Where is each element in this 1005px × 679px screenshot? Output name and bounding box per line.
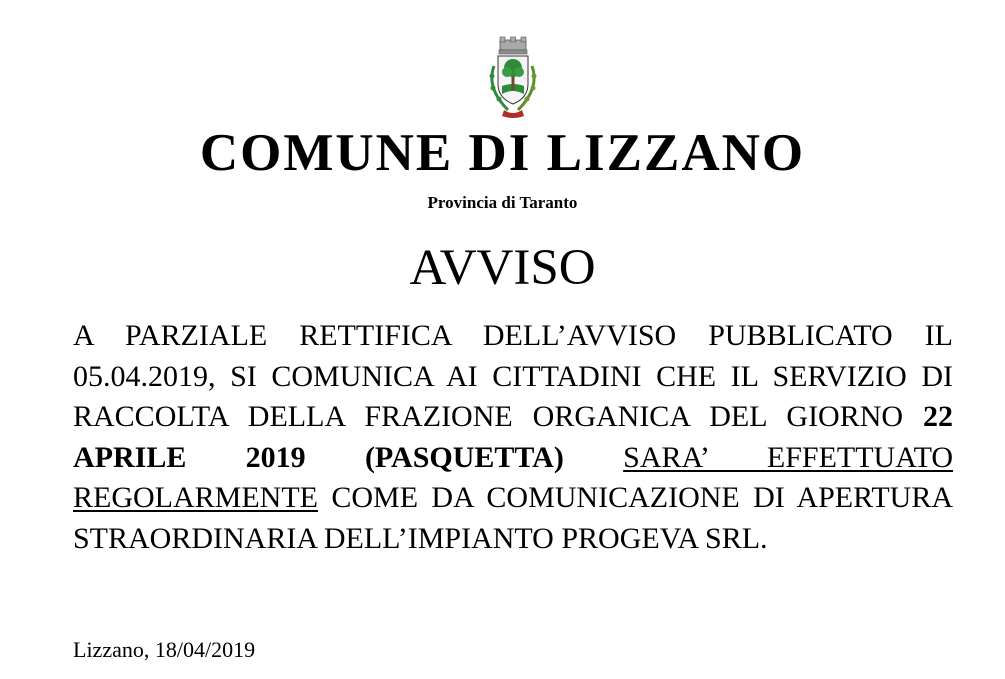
notice-body-intro: A PARZIALE RETTIFICA DELL’AVVISO PUBBLICATO IL 05.04.2019, SI COMUNICA AI CITTADINI CHE IL SERVIZIO DI RACCOLTA DELLA FRAZIONE ORGANICA DEL GIORNO bbox=[73, 319, 953, 433]
notice-body bbox=[73, 316, 953, 559]
place-and-date: Lizzano, 18/04/2019 bbox=[73, 637, 256, 662]
province-name: Provincia di Taranto bbox=[427, 193, 578, 212]
service-status: SARA’ EFFETTUATO REGOLARMENTE bbox=[73, 440, 954, 514]
municipal-coat-of-arms-icon bbox=[478, 36, 548, 122]
notice-body-outro: COME DA COMUNICAZIONE DI APERTURA STRAORDINARIA DELL’IMPIANTO PROGEVA SRL. bbox=[73, 481, 953, 555]
notice-title: AVVISO bbox=[409, 240, 596, 296]
holiday-name: (PASQUETTA) bbox=[364, 440, 564, 474]
collection-date: 22 APRILE 2019 bbox=[73, 400, 953, 474]
municipality-name: COMUNE DI LIZZANO bbox=[199, 124, 806, 182]
